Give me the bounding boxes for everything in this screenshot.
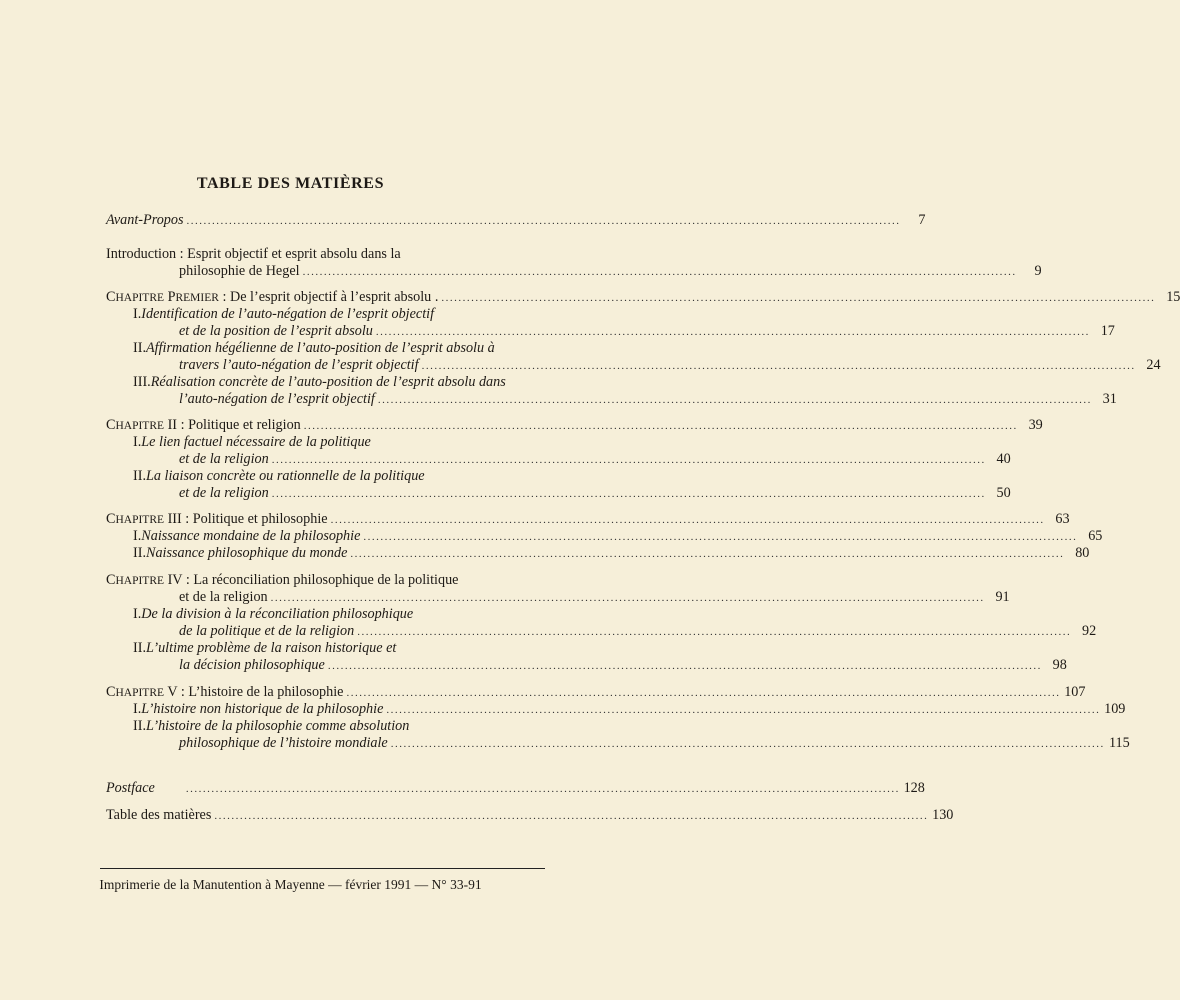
dot-leader: ........................................................................................................................................................................ [186,215,901,227]
toc-entry-text: et de la position de l’esprit absolu [179,323,373,339]
dot-leader: ........................................................................................................................................................................ [421,360,1136,372]
section-number: II. [133,640,146,656]
toc-entry-text: Naissance philosophique du monde [146,545,348,561]
page-number: 109 [1104,701,1126,717]
toc-entry-section [133,305,568,323]
toc-entry-text: La liaison concrète ou rationnelle de la politique [146,468,425,484]
toc-entry-text: Affirmation hégélienne de l’auto-position de l’esprit absolu à [146,340,495,356]
toc-entry-text: L’histoire non historique de la philosophie [141,701,384,717]
page-number: 63 [1055,511,1070,527]
toc-entry-text: Réalisation concrète de l’auto-position de l’esprit absolu dans [150,374,506,390]
section-number: I. [133,528,142,544]
footer-rule [100,868,545,869]
toc-entry-text: Avant-Propos [106,212,184,228]
toc-entry-section-cont [179,734,1130,753]
toc-entry-section-cont [179,484,1011,503]
dot-leader: ........................................................................................................................................................................ [327,660,1042,672]
toc-entry-section [133,639,568,657]
toc-entry-introduction [106,245,568,263]
toc-entry-section [133,605,568,623]
page-number: 40 [996,451,1011,467]
toc-entry-section [133,339,568,357]
section-number: I. [133,434,142,450]
dot-leader: ........................................................................................................................................................................ [302,266,1017,278]
section-number: I. [133,701,142,717]
page-number: 128 [903,780,925,796]
toc-entry-text: de la politique et de la religion [179,623,355,639]
toc-entry-introduction-cont [179,262,1042,281]
dot-leader: ........................................................................................................................................................................ [357,626,1072,638]
toc-entry-text: travers l’auto-négation de l’esprit objectif [179,357,419,373]
page-number: 107 [1064,684,1086,700]
toc-entry-section [133,433,568,451]
dot-leader: ........................................................................................................................................................................ [271,454,986,466]
dot-leader: ........................................................................................................................................................................ [350,548,1065,560]
page-number: 7 [918,212,926,228]
toc-entry-text: Postface [106,780,155,796]
dot-leader: ........................................................................................................................................................................ [441,292,1156,304]
toc-entry-text: et de la religion [179,485,269,501]
toc-entry-section [133,467,568,485]
dot-leader: ........................................................................................................................................................................ [346,687,1061,699]
printer-imprint: Imprimerie de la Manutention à Mayenne — février 1991 — N° 33-91 [99,877,482,892]
section-number: III. [133,374,151,390]
section-number: II. [133,340,146,356]
page-title: TABLE DES MATIÈRES [196,175,385,192]
section-number: II. [133,545,146,561]
toc-entry-text: L’ultime problème de la raison historique et [146,640,397,656]
toc-entry-postface [106,779,925,798]
section-number: II. [133,718,146,734]
chapter-label: CHAPITRE V : L’histoire de la philosophie [106,684,344,700]
chapter-label: CHAPITRE PREMIER : De l’esprit objectif à l’esprit absolu . [106,289,439,305]
toc-entry-text: Identification de l’auto-négation de l’esprit objectif [141,306,435,322]
page-number: 9 [1034,263,1042,279]
dot-leader: ........................................................................................................................................................................ [386,704,1101,716]
chapter-label: CHAPITRE II : Politique et religion [106,417,301,433]
chapter-label: CHAPITRE IV : La réconciliation philosophique de la politique [106,572,459,588]
dot-leader: ........................................................................................................................................................................ [214,810,929,822]
page-number: 31 [1102,391,1117,407]
toc-entry-avant-propos [106,211,926,230]
toc-entry-table-des-matieres [106,806,954,825]
page-number: 91 [995,589,1010,605]
toc-entry-text: l’auto-négation de l’esprit objectif [179,391,375,407]
page-number: 50 [996,485,1011,501]
toc-entry-text: la décision philosophique [179,657,325,673]
dot-leader: ........................................................................................................................................................................ [390,738,1105,750]
section-number: I. [133,306,142,322]
dot-leader: ........................................................................................................................................................................ [330,514,1045,526]
toc-entry-text: et de la religion [179,589,268,605]
toc-entry-text: L’histoire de la philosophie comme absolution [146,718,410,734]
dot-leader: ........................................................................................................................................................................ [270,592,985,604]
section-number: I. [133,606,142,622]
page-number: 130 [932,807,954,823]
dot-leader: ........................................................................................................................................................................ [377,394,1092,406]
dot-leader: ........................................................................................................................................................................ [375,326,1090,338]
page-number: 39 [1028,417,1043,433]
dot-leader: ........................................................................................................................................................................ [185,783,900,795]
page-number: 15 [1166,289,1180,305]
toc-entry-text: Naissance mondaine de la philosophie [141,528,361,544]
page-number: 17 [1100,323,1115,339]
section-number: II. [133,468,146,484]
chapter-label: CHAPITRE III : Politique et philosophie [106,511,328,527]
page-number: 92 [1082,623,1097,639]
toc-entry-text: Table des matières [106,807,212,823]
page-number: 115 [1108,735,1130,751]
toc-entry-text: philosophique de l’histoire mondiale [179,735,388,751]
dot-leader: ........................................................................................................................................................................ [303,420,1018,432]
page-number: 80 [1075,545,1090,561]
toc-entry-section [133,373,568,391]
toc-entry-text: et de la religion [179,451,269,467]
toc-entry-text: philosophie de Hegel [179,263,300,279]
page-number: 24 [1146,357,1161,373]
page-number: 98 [1052,657,1067,673]
toc-entry-section-cont [179,656,1067,675]
dot-leader: ........................................................................................................................................................................ [271,488,986,500]
dot-leader: ........................................................................................................................................................................ [363,531,1078,543]
toc-entry-text: Le lien factuel nécessaire de la politique [141,434,371,450]
toc-entry-text: De la division à la réconciliation philosophique [141,606,414,622]
page-number: 65 [1088,528,1103,544]
toc-entry-section-cont [179,390,1117,409]
toc-entry-text: Introduction : Esprit objectif et esprit absolu dans la [106,246,401,262]
toc-entry-section [133,717,568,735]
toc-entry-section [133,544,1090,563]
